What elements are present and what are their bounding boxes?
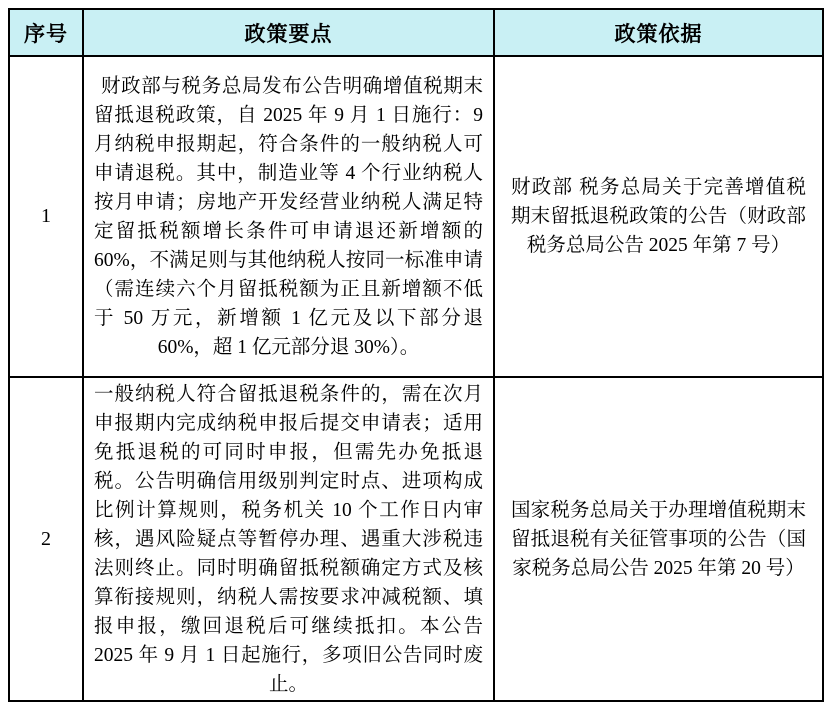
policy-table bbox=[8, 8, 824, 702]
row-1-basis-text: 财政部 税务总局关于完善增值税期末留抵退税政策的公告（财政部 税务总局公告 2025 年第 7 号） bbox=[511, 177, 806, 256]
table-header-row bbox=[9, 9, 823, 56]
row-2-number: 2 bbox=[9, 377, 83, 701]
row-1-points-cell bbox=[83, 56, 494, 377]
row-1-basis-cell bbox=[494, 56, 823, 377]
table-row bbox=[9, 377, 823, 701]
row-1-number: 1 bbox=[9, 56, 83, 377]
header-cell-points: 政策要点 bbox=[83, 9, 494, 56]
row-2-points-text: 一般纳税人符合留抵退税条件的，需在次月申报期内完成纳税申报后提交申请表；适用免抵退税的可同时申报，但需先办免抵退税。公告明确信用级别判定时点、进项构成比例计算规则，税务机关 10 个工作日内审核，遇风险疑点等暂停办理、遇重大涉税违法则终止。同时明确留抵税额确定方式及核算衔接规则，纳税人需按要求冲减税额、填报申报，缴回退税后可继续抵扣。本公告 2025 年 9 月 1 日起施行，多项旧公告同时废止。 bbox=[94, 383, 483, 695]
row-1-points-text: 财政部与税务总局发布公告明确增值税期末留抵退税政策，自 2025 年 9 月 1 日施行：9 月纳税申报期起，符合条件的一般纳税人可申请退税。其中，制造业等 4 个行业纳税人按月申请；房地产开发经营业纳税人满足特定留抵税额增长条件可申请退还新增额的 60%，不满足则与其他纳税人按同一标准申请（需连续六个月留抵税额为正且新增额不低于 50 万元，新增额 1 亿元及以下部分退 60%，超 1 亿元部分退 30%）。 bbox=[94, 75, 483, 358]
row-2-basis-cell bbox=[494, 377, 823, 701]
table-row bbox=[9, 56, 823, 377]
header-cell-basis: 政策依据 bbox=[494, 9, 823, 56]
row-2-points-cell bbox=[83, 377, 494, 701]
header-cell-no: 序号 bbox=[9, 9, 83, 56]
row-2-basis-text: 国家税务总局关于办理增值税期末留抵退税有关征管事项的公告（国家税务总局公告 2025 年第 20 号） bbox=[511, 499, 806, 579]
